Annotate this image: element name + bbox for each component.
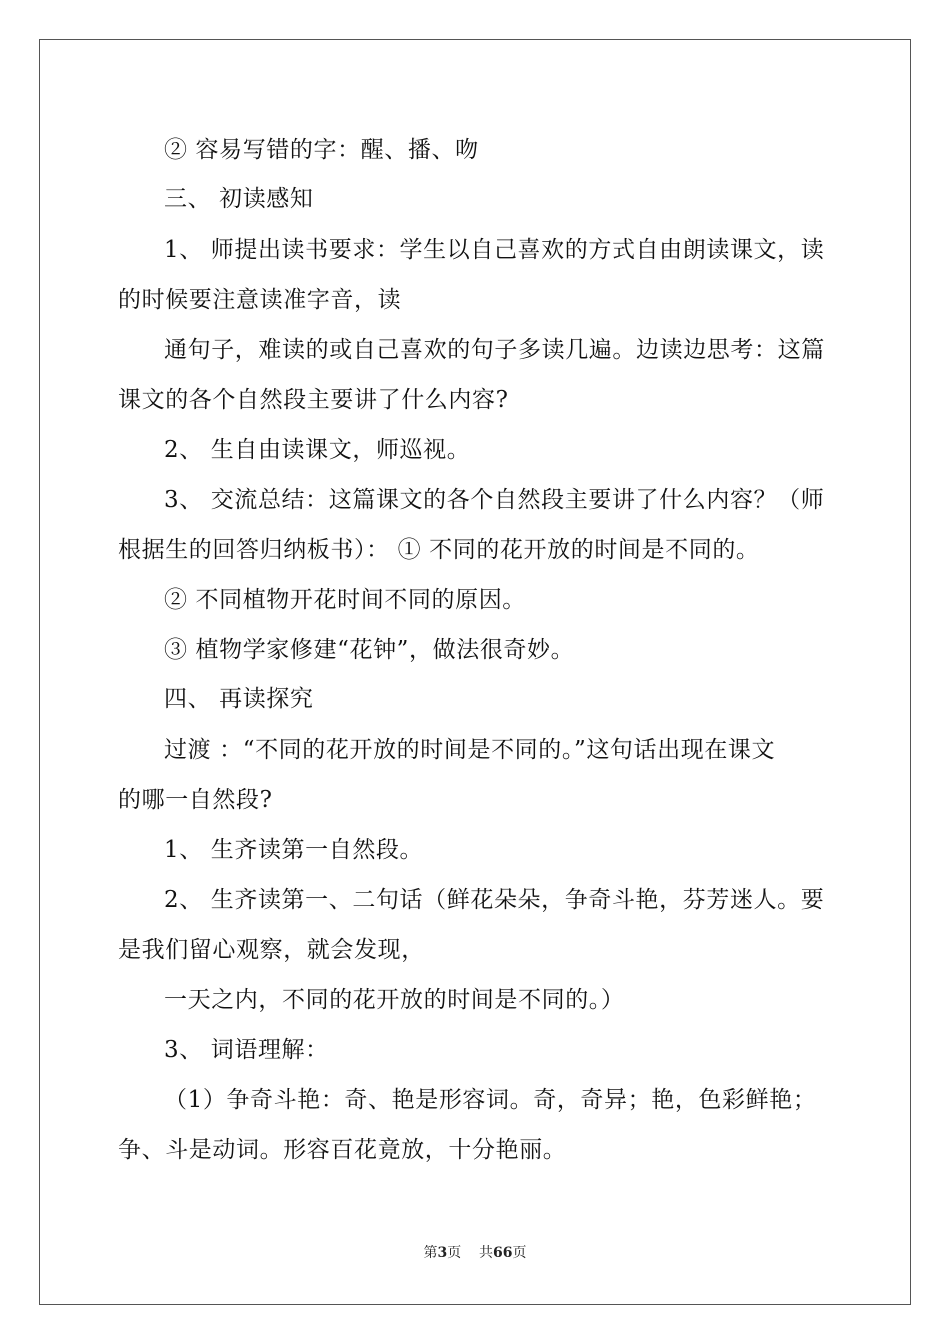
text-line-18: 一天之内，不同的花开放的时间是不同的。）	[164, 987, 625, 1013]
page-footer	[0, 1244, 950, 1262]
page-frame	[39, 39, 911, 1305]
text-line-14: 的哪一自然段?	[118, 787, 273, 813]
text-line-4: 的时候要注意读准字音，读	[118, 287, 402, 313]
section-heading-3: 三、 初读感知	[164, 186, 314, 212]
text-line-11: ③ 植物学家修建“花钟”，做法很奇妙。	[164, 637, 575, 663]
text-line-7: 2、 生自由读课文，师巡视。	[164, 437, 471, 463]
text-line-5: 通句子，难读的或自己喜欢的句子多读几遍。边读边思考：这篇	[164, 337, 825, 363]
text-line-10: ② 不同植物开花时间不同的原因。	[164, 587, 526, 613]
section-heading-4: 四、 再读探究	[164, 686, 314, 712]
footer-prefix: 第	[423, 1245, 438, 1261]
text-line-1: ② 容易写错的字：醒、播、吻	[164, 137, 479, 163]
text-line-16: 2、 生齐读第一、二句话（鲜花朵朵，争奇斗艳，芬芳迷人。要	[164, 887, 825, 913]
footer-total-pages: 66	[493, 1245, 513, 1261]
text-line-8: 3、 交流总结：这篇课文的各个自然段主要讲了什么内容？（师	[164, 487, 825, 513]
text-line-9: 根据生的回答归纳板书）： ① 不同的花开放的时间是不同的。	[118, 537, 760, 563]
text-line-13: 过渡 ：“不同的花开放的时间是不同的。”这句话出现在课文	[164, 737, 776, 763]
footer-page-suffix: 页	[447, 1245, 462, 1261]
footer-page-number: 3	[437, 1245, 448, 1261]
text-line-21: 争、斗是动词。形容百花竟放，十分艳丽。	[118, 1137, 567, 1163]
text-line-17: 是我们留心观察，就会发现，	[118, 937, 425, 963]
text-line-3: 1、 师提出读书要求：学生以自己喜欢的方式自由朗读课文，读	[164, 237, 825, 263]
text-line-19: 3、 词语理解：	[164, 1037, 329, 1063]
text-line-20: （1）争奇斗艳：奇、艳是形容词。奇，奇异；艳，色彩鲜艳；	[164, 1087, 817, 1113]
footer-total-prefix: 共	[479, 1245, 494, 1261]
text-line-6: 课文的各个自然段主要讲了什么内容?	[118, 387, 509, 413]
footer-total-suffix: 页	[512, 1245, 527, 1261]
text-line-15: 1、 生齐读第一自然段。	[164, 837, 424, 863]
